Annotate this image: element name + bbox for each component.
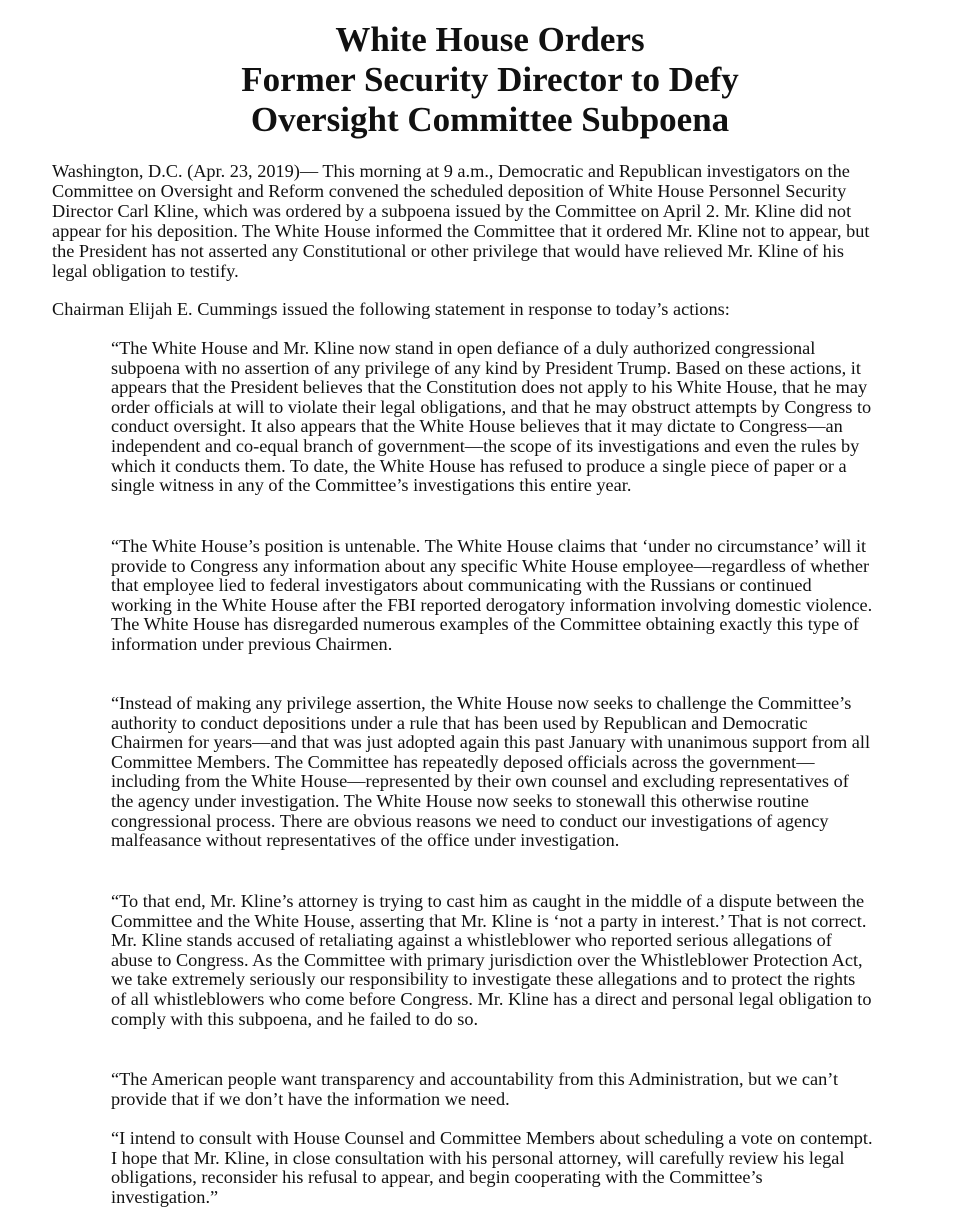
quote-paragraph-3: “Instead of making any privilege assertion, the White House now seeks to challenge the Committee’s authority to conduct depositions under a rule that has been used by Republican and Democratic Chairmen for years—and that was just adopted again this past January with unanimous support from all Committee Members. The Committee has repeatedly deposed officials across the government—including from the White House—represented by their own counsel and excluding representatives of the agency under investigation. The White House now seeks to stonewall this otherwise routine congressional process. There are obvious reasons we need to conduct our investigations of agency malfeasance without representatives of the office under investigation.	[111, 693, 871, 851]
quote-paragraph-1: “The White House and Mr. Kline now stand in open defiance of a duly authorized congressional subpoena with no assertion of any privilege of any kind by President Trump. Based on these actions, it appears that the President believes that the Constitution does not apply to his White House, that he may order officials at will to violate their legal obligations, and that he may obstruct attempts by Congress to conduct oversight. It also appears that the White House believes that it may dictate to Congress—an independent and co-equal branch of government—the scope of its investigations and even the rules by which it conducts them. To date, the White House has refused to produce a single piece of paper or a single witness in any of the Committee’s investigations this entire year.	[111, 338, 872, 496]
title-line-1: White House Orders	[335, 20, 645, 59]
title-line-3: Oversight Committee Subpoena	[250, 100, 730, 139]
page-title	[0, 20, 980, 140]
statement-intro: Chairman Elijah E. Cummings issued the following statement in response to today’s actions:	[52, 299, 730, 319]
title-line-2: Former Security Director to Defy	[241, 60, 739, 99]
quote-paragraph-6: “I intend to consult with House Counsel and Committee Members about scheduling a vote on contempt. I hope that Mr. Kline, in close consultation with his personal attorney, will carefully review his legal obligations, reconsider his refusal to appear, and begin cooperating with the Committee’s investigation.”	[111, 1128, 873, 1207]
quote-paragraph-5: “The American people want transparency and accountability from this Administration, but we can’t provide that if we don’t have the information we need.	[111, 1069, 839, 1109]
quote-paragraph-2: “The White House’s position is untenable. The White House claims that ‘under no circumstance’ will it provide to Congress any information about any specific White House employee—regardless of whether that employee lied to federal investigators about communicating with the Russians or continued working in the White House after the FBI reported derogatory information involving domestic violence. The White House has disregarded numerous examples of the Committee obtaining exactly this type of information under previous Chairmen.	[111, 536, 873, 654]
intro-paragraph: Washington, D.C. (Apr. 23, 2019)— This morning at 9 a.m., Democratic and Republican investigators on the Committee on Oversight and Reform convened the scheduled deposition of White House Personnel Security Director Carl Kline, which was ordered by a subpoena issued by the Committee on April 2. Mr. Kline did not appear for his deposition. The White House informed the Committee that it ordered Mr. Kline not to appear, but the President has not asserted any Constitutional or other privilege that would have relieved Mr. Kline of his legal obligation to testify.	[52, 161, 870, 281]
quote-paragraph-4: “To that end, Mr. Kline’s attorney is trying to cast him as caught in the middle of a dispute between the Committee and the White House, asserting that Mr. Kline is ‘not a party in interest.’ That is not correct. Mr. Kline stands accused of retaliating against a whistleblower who reported serious allegations of abuse to Congress. As the Committee with primary jurisdiction over the Whistleblower Protection Act, we take extremely seriously our responsibility to investigate these allegations and to protect the rights of all whistleblowers who come before Congress. Mr. Kline has a direct and personal legal obligation to comply with this subpoena, and he failed to do so.	[111, 891, 872, 1029]
